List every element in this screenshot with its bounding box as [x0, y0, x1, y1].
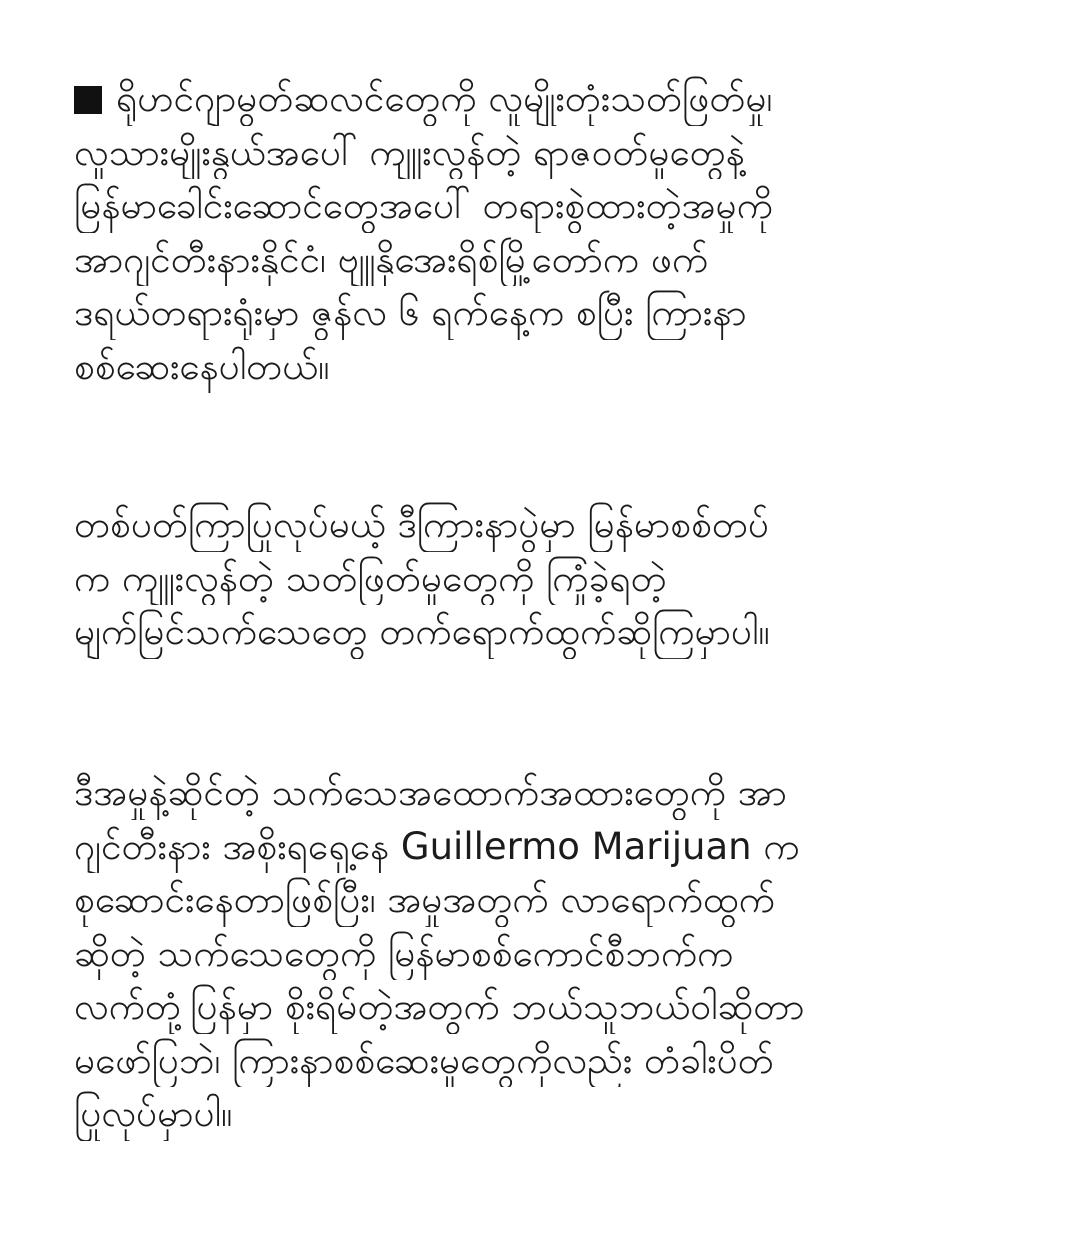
paragraph-line: ဒီအမှုနဲ့ဆိုင်တဲ့ သက်သေအထောက်အထားတွေကို အာ — [74, 771, 787, 814]
paragraph-line: လူသားမျိုးနွယ်အပေါ် ကျူးလွန်တဲ့ ရာဇဝတ်မှုတွေနဲ့ — [74, 130, 745, 174]
paragraph-line: မြန်မာခေါင်းဆောင်တွေအပေါ် တရားစွဲထားတဲ့အမှုကို — [74, 184, 773, 227]
paragraph-line: မဖော်ပြဘဲ၊ ကြားနာစစ်ဆေးမှုတွေကိုလည်း တံခါးပိတ် — [74, 1038, 774, 1082]
paragraph-line: ပြုလုပ်မှာပါ။ — [74, 1092, 233, 1135]
paragraph-line: ဒရယ်တရားရုံးမှာ ဇွန်လ ၆ ရက်နေ့က စပြီး ကြားနာ — [74, 291, 747, 334]
paragraph-1 — [74, 72, 1034, 393]
paragraph-line: မျက်မြင်သက်သေတွေ တက်ရောက်ထွက်ဆိုကြမှာပါ။ — [74, 610, 770, 653]
paragraph-line: က ကျူးလွန်တဲ့ သတ်ဖြတ်မှုတွေကို ကြုံခဲ့ရတဲ့ — [74, 556, 667, 600]
paragraph-line: လက်တုံ့ပြန်မှာ စိုးရိမ်တဲ့အတွက် ဘယ်သူဘယ်ဝါဆိုတာ — [74, 985, 805, 1028]
paragraph-line: စုဆောင်းနေတာဖြစ်ပြီး၊ အမှုအတွက် လာရောက်ထွက် — [74, 878, 776, 921]
paragraph-line: ဆိုတဲ့ သက်သေတွေကို မြန်မာစစ်ကောင်စီဘက်က — [74, 931, 734, 975]
paragraph-line — [74, 72, 1034, 126]
paragraph-line: ဂျင်တီးနား အစိုးရရှေ့နေ Guillermo Marijuan က — [74, 824, 800, 868]
paragraph-2 — [74, 498, 1034, 659]
paragraph-line-text: ရိုဟင်ဂျာမွတ်ဆလင်တွေကို လူမျိုးတုံးသတ်ဖြတ်မှု၊ — [116, 77, 773, 120]
paragraph-line: တစ်ပတ်ကြာပြုလုပ်မယ့် ဒီကြားနာပွဲမှာ မြန်မာစစ်တပ် — [74, 503, 770, 546]
square-bullet-icon — [74, 86, 102, 114]
paragraph-line: စစ်ဆေးနေပါတယ်။ — [74, 344, 330, 388]
paragraph-line: အာဂျင်တီးနားနိုင်ငံ၊ ဗျူနိုအေးရိစ်မြို့တော်က ဖက် — [74, 237, 709, 281]
paragraph-3 — [74, 766, 1034, 1141]
